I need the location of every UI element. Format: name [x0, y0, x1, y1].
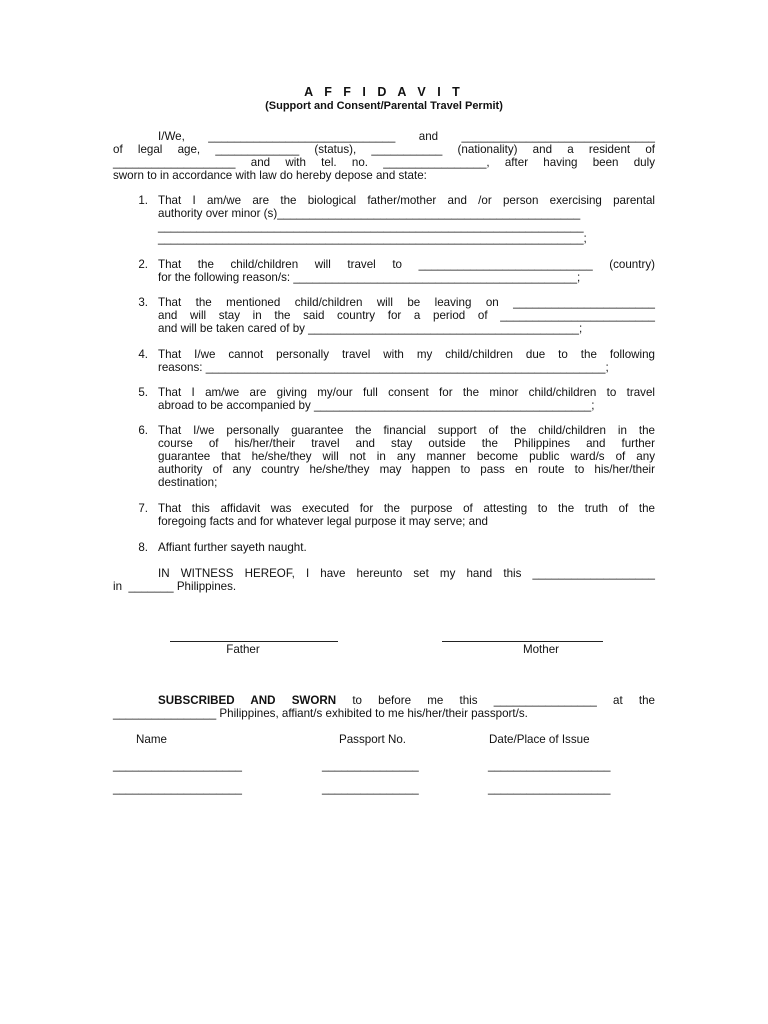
witness-line: IN WITNESS HEREOF, I have hereunto set my hand this ___________________ [158, 567, 655, 580]
document-subtitle: (Support and Consent/Parental Travel Permit) [265, 100, 503, 112]
statement-line: abroad to be accompanied by ___________________________________________; [158, 399, 595, 412]
statement-line: guarantee that he/she/they will not in any manner become public ward/s of any [158, 450, 655, 463]
statement-line: That I am/we are giving my/our full consent for the minor child/children to travel [158, 386, 655, 399]
table-cell-date-place[interactable]: ___________________ [488, 782, 611, 795]
table-header-passport: Passport No. [339, 733, 407, 746]
statement-line: reasons: ______________________________________________________________; [158, 361, 609, 374]
intro-line: sworn to in accordance with law do hereby depose and state: [113, 169, 427, 182]
statement-number: 6. [138, 424, 148, 437]
intro-line: ___________________ and with tel. no. ________________, after having been duly [113, 156, 655, 169]
statement-line: That the mentioned child/children will be leaving on ______________________ [158, 296, 655, 309]
statement-line: destination; [158, 476, 218, 489]
sworn-line: ________________ Philippines, affiant/s exhibited to me his/her/their passport/s. [113, 707, 528, 720]
intro-line: of legal age, _____________ (status), ___________ (nationality) and a resident of [113, 143, 655, 156]
statement-line: authority over minor (s)_______________________________________________ [158, 207, 581, 220]
table-cell-passport[interactable]: _______________ [322, 759, 419, 772]
sworn-line [158, 694, 655, 707]
statement-line: __________________________________________________________________ [158, 220, 584, 233]
statement-number: 3. [138, 296, 148, 309]
statement-number: 1. [138, 194, 148, 207]
mother-label: Mother [522, 643, 560, 656]
statement-line: That I am/we are the biological father/mother and /or person exercising parental [158, 194, 655, 207]
statement-line: course of his/her/their travel and stay outside the Philippines and further [158, 437, 655, 450]
table-cell-name[interactable]: ____________________ [113, 782, 242, 795]
table-cell-passport[interactable]: _______________ [322, 782, 419, 795]
table-cell-name[interactable]: ____________________ [113, 759, 242, 772]
table-header-name: Name [136, 733, 167, 746]
father-signature-line[interactable] [170, 641, 338, 642]
statement-line: foregoing facts and for whatever legal purpose it may serve; and [158, 515, 488, 528]
statement-line: That this affidavit was executed for the purpose of attesting to the truth of the [158, 502, 655, 515]
statement-line: for the following reason/s: ____________________________________________; [158, 271, 581, 284]
witness-line: in _______ Philippines. [113, 580, 237, 593]
statement-line: That I/we cannot personally travel with my child/children due to the following [158, 348, 655, 361]
intro-line: I/We, _____________________________ and ______________________________ [158, 130, 655, 143]
sworn-bold-text: SUBSCRIBED AND SWORN [158, 694, 337, 707]
statement-line: That the child/children will travel to ___________________________ (country) [158, 258, 655, 271]
sworn-text: to before me this ________________ at the [336, 694, 655, 707]
statement-line: That I/we personally guarantee the financial support of the child/children in the [158, 424, 655, 437]
statement-line: and will be taken cared of by __________________________________________; [158, 322, 583, 335]
statement-line: and will stay in the said country for a period of ________________________ [158, 309, 655, 322]
statement-line: __________________________________________________________________; [158, 232, 587, 245]
statement-number: 4. [138, 348, 148, 361]
mother-signature-line[interactable] [442, 641, 603, 642]
statement-number: 2. [138, 258, 148, 271]
table-cell-date-place[interactable]: ___________________ [488, 759, 611, 772]
statement-number: 7. [138, 502, 148, 515]
father-label: Father [226, 643, 260, 656]
document-title: A F F I D A V I T [304, 85, 464, 99]
statement-line: Affiant further sayeth naught. [158, 541, 307, 554]
statement-line: authority of any country he/she/they may happen to pass en route to his/her/their [158, 463, 655, 476]
statement-number: 8. [138, 541, 148, 554]
statement-number: 5. [138, 386, 148, 399]
table-header-date-place: Date/Place of Issue [489, 733, 590, 746]
